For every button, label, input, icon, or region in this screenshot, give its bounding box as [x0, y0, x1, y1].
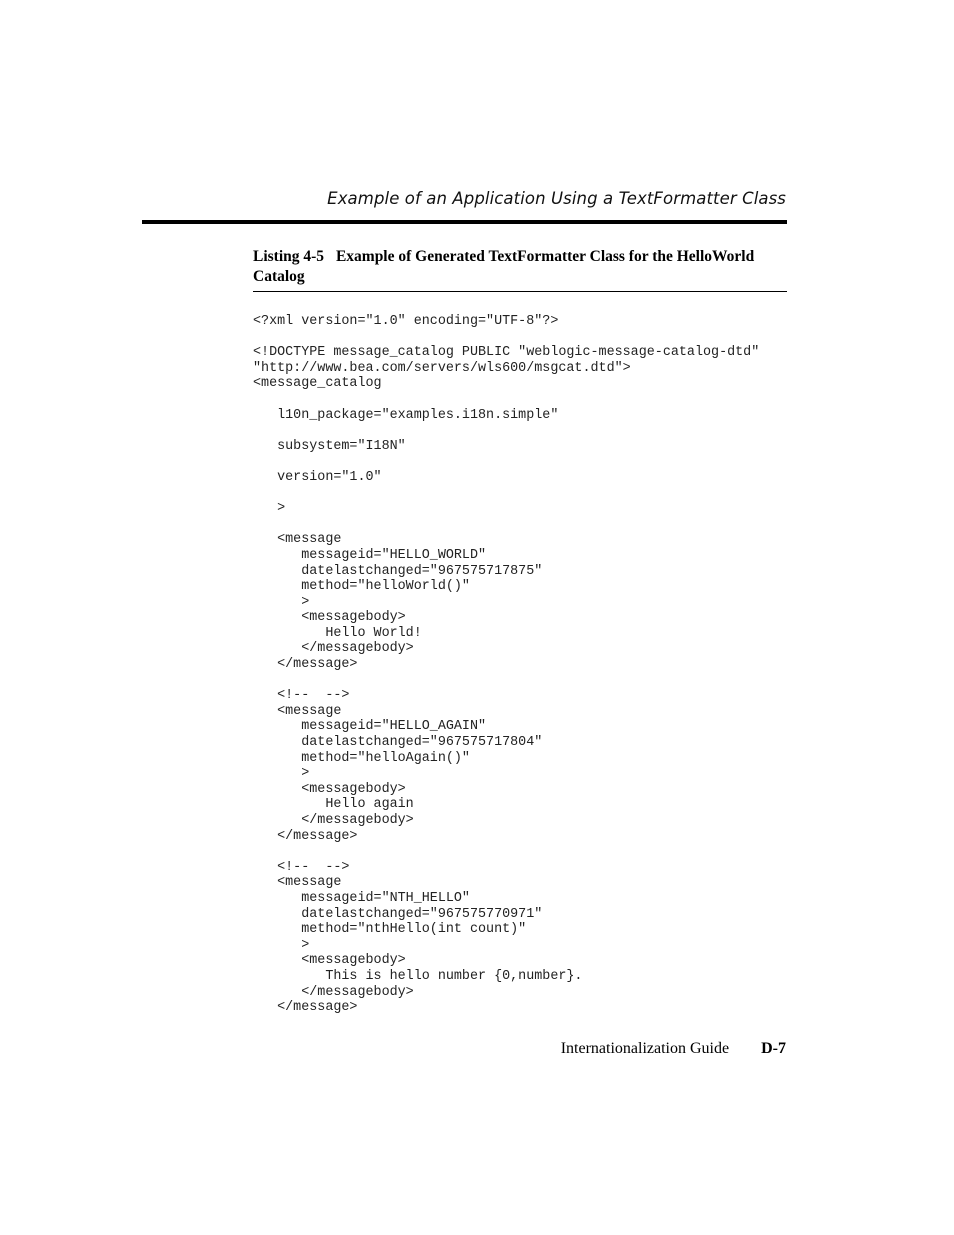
page-footer: [561, 1040, 786, 1058]
listing-number: Listing 4-5: [253, 248, 325, 265]
code-listing: <?xml version="1.0" encoding="UTF-8"?> <!DOCTYPE message_catalog PUBLIC "weblogic-message-catalog-dtd" "http://www.bea.com/servers/wls600/msgcat.dtd"> <message_catalog l10n_package="examples.i18n.simple" subsystem="I18N" version="1.0" > <message messageid="HELLO_WORLD" datelastchanged="967575717875" method="helloWorld()" > <messagebody> Hello World! </messagebody> </message> <!-- --> <message messageid="HELLO_AGAIN" datelastchanged="967575717804" method="helloAgain()" > <messagebody> Hello again </messagebody> </message> <!-- --> <message messageid="NTH_HELLO" datelastchanged="967575770971" method="nthHello(int count)" > <messagebody> This is hello number {0,number}. </messagebody> </message>: [253, 314, 760, 1016]
caption-rule: [253, 291, 787, 292]
listing-caption: [253, 247, 787, 286]
running-header-title: Example of an Application Using a TextFormatter Class: [327, 189, 786, 208]
listing-caption-text: Example of Generated TextFormatter Class for the HelloWorld Catalog: [253, 248, 755, 285]
header-rule: [142, 220, 787, 224]
footer-guide-title: Internationalization Guide: [560, 1040, 730, 1057]
footer-page-number: D-7: [761, 1040, 786, 1057]
